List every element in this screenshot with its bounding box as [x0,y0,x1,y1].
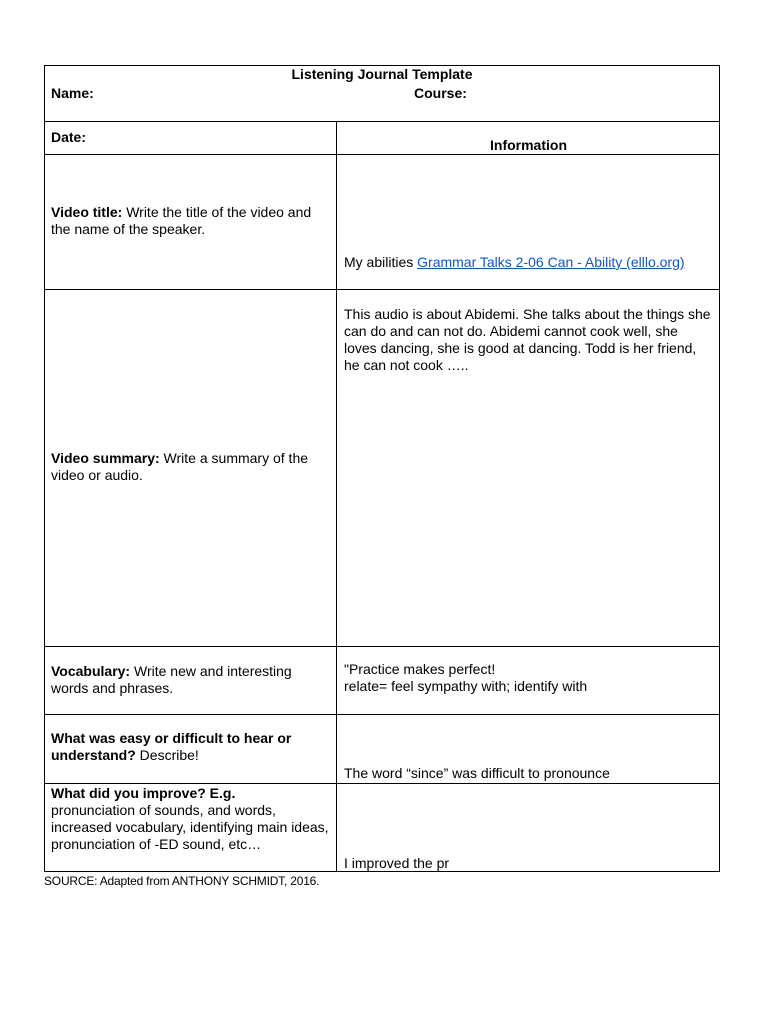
source-citation: SOURCE: Adapted from ANTHONY SCHMIDT, 2016. [44,874,320,888]
vocabulary-prompt [51,663,329,697]
improve-prompt [51,785,329,853]
difficulty-answer: The word “since” was difficult to pronounce [344,765,610,781]
name-label: Name: [51,85,94,101]
video-title-label: Video title: [51,204,123,220]
improve-instructions: pronunciation of sounds, and words, increased vocabulary, identifying main ideas, pronunciation of -ED sound, etc… [51,802,329,852]
video-summary-instructions: Write a summary of the video or audio. [51,450,309,483]
video-title-answer-cell[interactable] [336,154,720,289]
video-title-instructions: Write the title of the video and the name of the speaker. [51,204,312,237]
video-summary-prompt-cell [44,289,336,646]
difficulty-prompt-cell [44,714,336,783]
video-title-answer-text: My abilities [344,254,418,270]
information-label: Information [490,137,567,153]
difficulty-instructions: Describe! [135,747,199,763]
difficulty-prompt [51,730,329,764]
difficulty-answer-cell[interactable] [336,714,720,783]
improve-answer: I improved the pr [344,855,450,871]
vocabulary-answer-cell[interactable] [336,646,720,714]
improve-answer-cell[interactable] [336,783,720,872]
video-summary-label: Video summary: [51,450,160,466]
video-summary-prompt [51,450,329,484]
video-link[interactable]: Grammar Talks 2-06 Can - Ability (elllo.org) [417,254,685,270]
video-summary-answer: This audio is about Abidemi. She talks about the things she can do and can not do. Abidemi cannot cook well, she loves dancing, she is good at dancing. Todd is her friend, he can not cook ….. [344,306,711,373]
header-row [44,65,720,121]
improve-prompt-cell [44,783,336,872]
page-title: Listening Journal Template [291,66,473,82]
improve-label: What did you improve? E.g. [51,785,236,801]
date-cell [44,121,336,154]
difficulty-label: What was easy or difficult to hear or understand? [51,730,292,763]
video-summary-answer-cell[interactable] [336,289,720,646]
course-label: Course: [414,85,467,101]
listening-journal-table [44,65,720,872]
vocabulary-answer-line-2: relate= feel sympathy with; identify with [344,678,588,694]
date-label: Date: [51,129,87,145]
vocabulary-instructions: Write new and interesting words and phrases. [51,663,292,696]
video-title-prompt [51,204,329,238]
vocabulary-answer-line-1: "Practice makes perfect! [344,661,496,677]
vocabulary-prompt-cell [44,646,336,714]
information-header-cell [336,121,720,154]
video-title-prompt-cell [44,154,336,289]
video-title-answer [344,254,713,271]
vocabulary-label: Vocabulary: [51,663,131,679]
